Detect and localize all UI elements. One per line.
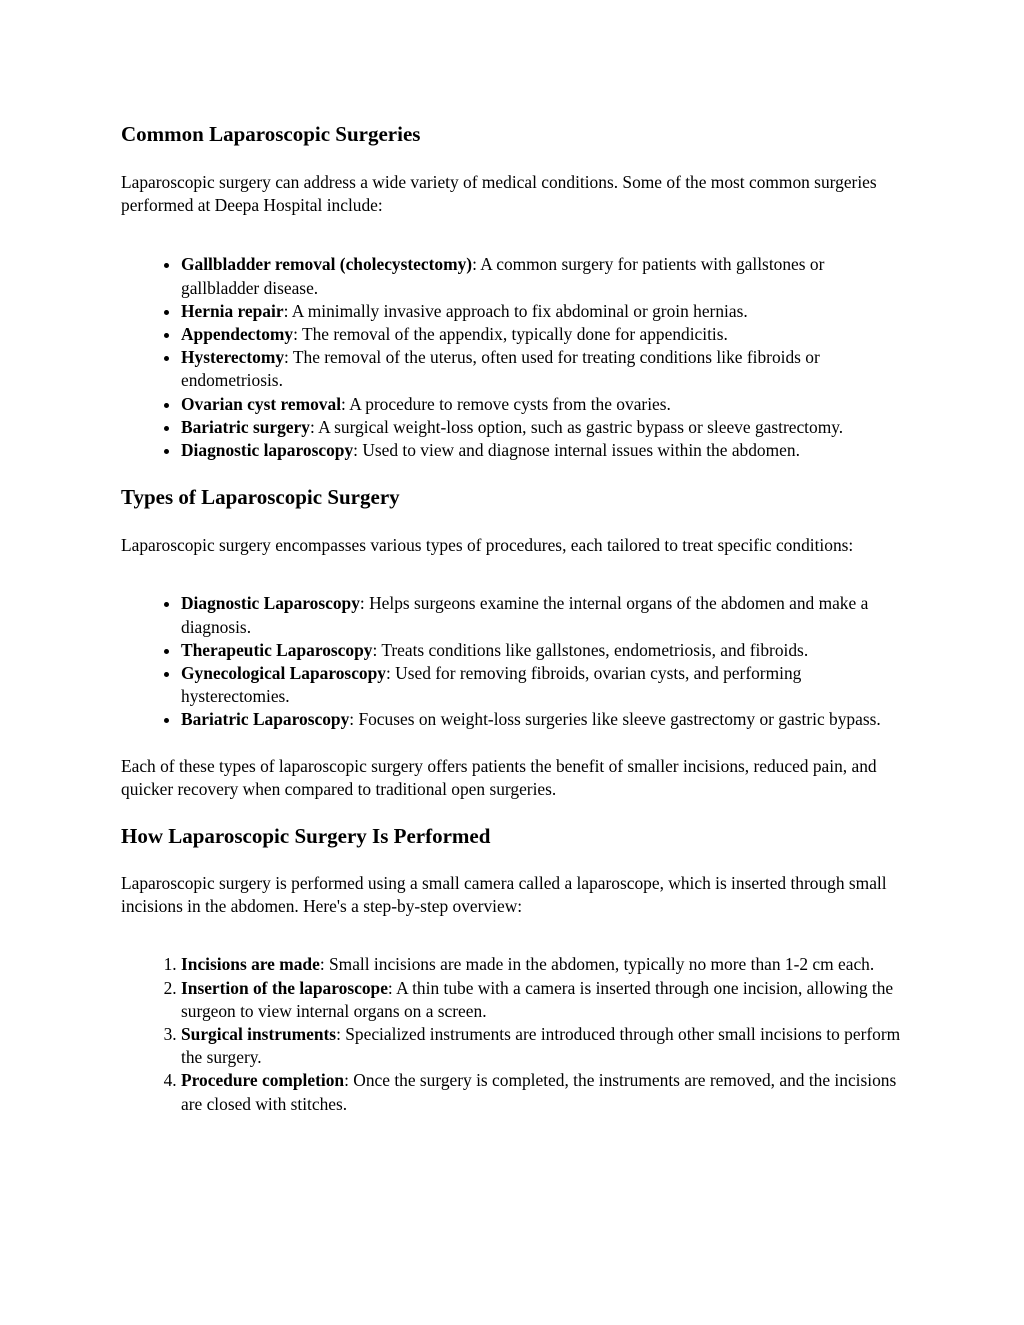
paragraph-types-intro: Laparoscopic surgery encompasses various types of procedures, each tailored to treat specific conditions: bbox=[121, 535, 854, 556]
step-desc: : Specialized instruments are introduced through other small incisions to perform the surgery. bbox=[181, 1024, 901, 1068]
step-term: Incisions are made bbox=[181, 954, 320, 975]
list-item-term: Hysterectomy bbox=[181, 347, 285, 368]
list-item-desc: : A procedure to remove cysts from the ovaries. bbox=[341, 393, 671, 414]
heading-common-surgeries: Common Laparoscopic Surgeries bbox=[121, 122, 421, 146]
list-procedure-steps bbox=[121, 953, 906, 1115]
document-content bbox=[121, 119, 906, 1116]
list-item bbox=[181, 323, 906, 346]
step-item bbox=[181, 1023, 906, 1069]
step-term: Insertion of the laparoscope bbox=[181, 977, 388, 998]
list-item-term: Appendectomy bbox=[181, 324, 294, 345]
step-item bbox=[181, 1069, 906, 1115]
step-item bbox=[181, 977, 906, 1023]
list-item-desc: : A surgical weight-loss option, such as gastric bypass or sleeve gastrectomy. bbox=[309, 416, 844, 437]
list-item bbox=[181, 439, 906, 462]
list-item-term: Diagnostic laparoscopy bbox=[181, 440, 354, 461]
paragraph-common-intro: Laparoscopic surgery can address a wide variety of medical conditions. Some of the most common surgeries performed at Deepa Hospital include: bbox=[121, 172, 877, 216]
list-item bbox=[181, 253, 906, 299]
step-term: Surgical instruments bbox=[181, 1024, 337, 1045]
list-item-term: Bariatric Laparoscopy bbox=[181, 709, 350, 730]
list-item-term: Gynecological Laparoscopy bbox=[181, 663, 386, 684]
step-desc: : Once the surgery is completed, the instruments are removed, and the incisions are closed with stitches. bbox=[181, 1070, 897, 1114]
list-item-desc: : Helps surgeons examine the internal organs of the abdomen and make a diagnosis. bbox=[181, 593, 869, 637]
step-desc: : Small incisions are made in the abdomen, typically no more than 1-2 cm each. bbox=[319, 954, 875, 975]
list-item bbox=[181, 346, 906, 392]
list-common-surgeries bbox=[121, 253, 906, 462]
heading-types-of-surgery: Types of Laparoscopic Surgery bbox=[121, 485, 400, 510]
list-item bbox=[181, 592, 906, 638]
list-item-desc: : Treats conditions like gallstones, endometriosis, and fibroids. bbox=[372, 639, 809, 660]
list-item bbox=[181, 416, 906, 439]
list-item-desc: : The removal of the appendix, typically done for appendicitis. bbox=[293, 324, 728, 345]
list-item bbox=[181, 300, 906, 323]
list-item-desc: : A common surgery for patients with gallstones or gallbladder disease. bbox=[181, 254, 825, 298]
list-item-term: Therapeutic Laparoscopy bbox=[181, 639, 373, 660]
list-item bbox=[181, 393, 906, 416]
list-item-term: Bariatric surgery bbox=[181, 416, 310, 437]
list-item-desc: : The removal of the uterus, often used for treating conditions like fibroids or endometriosis. bbox=[181, 347, 820, 391]
step-desc: : A thin tube with a camera is inserted through one incision, allowing the surgeon to view internal organs on a screen. bbox=[181, 977, 894, 1021]
heading-how-performed: How Laparoscopic Surgery Is Performed bbox=[121, 824, 491, 849]
list-item bbox=[181, 662, 906, 708]
list-item-desc: : A minimally invasive approach to fix abdominal or groin hernias. bbox=[283, 300, 748, 321]
list-item bbox=[181, 639, 906, 662]
list-item-desc: : Used to view and diagnose internal issues within the abdomen. bbox=[353, 440, 800, 461]
paragraph-types-outro: Each of these types of laparoscopic surgery offers patients the benefit of smaller incisions, reduced pain, and quicker recovery when compared to traditional open surgeries. bbox=[121, 755, 877, 799]
step-item bbox=[181, 953, 906, 976]
list-item-term: Hernia repair bbox=[181, 300, 284, 321]
list-item-desc: : Focuses on weight-loss surgeries like sleeve gastrectomy or gastric bypass. bbox=[349, 709, 881, 730]
list-types-of-surgery bbox=[121, 592, 906, 731]
list-item-term: Ovarian cyst removal bbox=[181, 393, 342, 414]
step-term: Procedure completion bbox=[181, 1070, 345, 1091]
list-item-term: Diagnostic Laparoscopy bbox=[181, 593, 360, 614]
list-item-desc: : Used for removing fibroids, ovarian cysts, and performing hysterectomies. bbox=[181, 663, 802, 707]
list-item bbox=[181, 708, 906, 731]
paragraph-how-intro: Laparoscopic surgery is performed using a small camera called a laparoscope, which is inserted through small incisions in the abdomen. Here's a step-by-step overview: bbox=[121, 873, 887, 917]
list-item-term: Gallbladder removal (cholecystectomy) bbox=[181, 254, 473, 275]
